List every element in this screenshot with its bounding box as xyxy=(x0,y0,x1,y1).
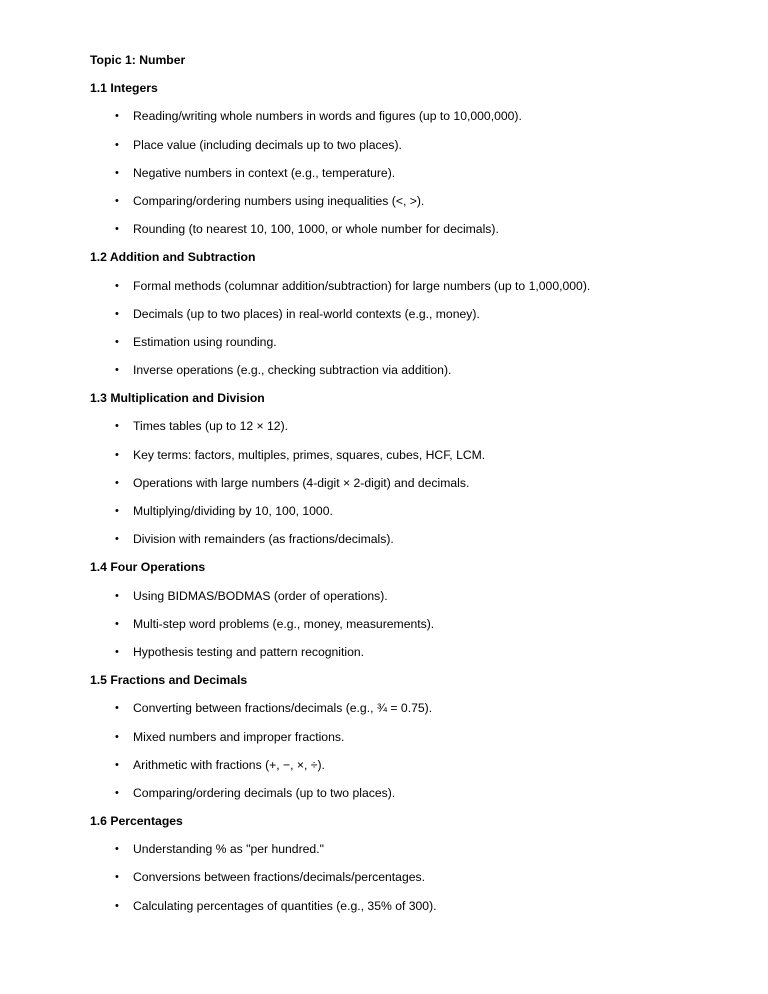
list-item xyxy=(90,469,730,497)
section-heading: 1.3 Multiplication and Division xyxy=(90,391,265,406)
sections xyxy=(90,74,730,920)
list-item-text: Place value (including decimals up to two places). xyxy=(133,137,402,152)
list-item xyxy=(90,412,730,440)
bullet-icon: • xyxy=(115,589,119,602)
document-page xyxy=(90,46,730,920)
bullet-icon: • xyxy=(115,476,119,489)
list-item-text: Estimation using rounding. xyxy=(133,334,277,349)
list-item-text: Multiplying/dividing by 10, 100, 1000. xyxy=(133,504,333,518)
section-heading: 1.6 Percentages xyxy=(90,814,183,829)
bullet-icon: • xyxy=(115,505,119,517)
list-item-text: Reading/writing whole numbers in words and figures (up to 10,000,000). xyxy=(133,109,522,124)
list-item xyxy=(90,356,730,384)
page-title: Topic 1: Number xyxy=(90,53,186,67)
list-item-text: Multi-step word problems (e.g., money, measurements). xyxy=(133,616,435,631)
list-item xyxy=(90,582,730,610)
list-item-text: Operations with large numbers (4-digit × 2-digit) and decimals. xyxy=(133,475,470,490)
list-item-text: Understanding % as "per hundred." xyxy=(133,842,324,857)
bullet-icon: • xyxy=(115,645,119,658)
bullet-icon: • xyxy=(115,786,119,799)
bullet-icon: • xyxy=(115,138,119,151)
bullet-icon: • xyxy=(115,420,119,433)
list-item xyxy=(90,300,730,328)
bullet-icon: • xyxy=(115,730,119,743)
list-item-text: Rounding (to nearest 10, 100, 1000, or whole number for decimals). xyxy=(133,222,499,237)
list-item xyxy=(90,525,730,553)
list-item-text: Decimals (up to two places) in real-world contexts (e.g., money). xyxy=(133,306,480,321)
list-item xyxy=(90,187,730,215)
list-item xyxy=(90,694,730,722)
list-item-text: Formal methods (columnar addition/subtraction) for large numbers (up to 1,000,000). xyxy=(133,278,591,293)
list-item-text: Key terms: factors, multiples, primes, squares, cubes, HCF, LCM. xyxy=(133,447,486,462)
list-item-text: Comparing/ordering numbers using inequalities (<, >). xyxy=(133,193,425,208)
list-item xyxy=(90,638,730,666)
list-item-text: Conversions between fractions/decimals/percentages. xyxy=(133,870,425,885)
section-heading: 1.1 Integers xyxy=(90,81,158,96)
list-item-text: Comparing/ordering decimals (up to two places). xyxy=(133,785,396,800)
list-item-text: Times tables (up to 12 × 12). xyxy=(133,419,289,434)
bullet-icon: • xyxy=(115,871,119,884)
bullet-icon: • xyxy=(115,899,119,912)
bullet-icon: • xyxy=(115,364,119,377)
bullet-icon: • xyxy=(115,843,119,856)
list-item xyxy=(90,892,730,920)
list-item-text: Mixed numbers and improper fractions. xyxy=(133,729,345,744)
list-item-text: Using BIDMAS/BODMAS (order of operations). xyxy=(133,588,388,603)
list-item xyxy=(90,723,730,751)
bullet-icon: • xyxy=(115,166,119,179)
list-item xyxy=(90,779,730,807)
list-item xyxy=(90,102,730,130)
bullet-icon: • xyxy=(115,533,119,546)
list-item xyxy=(90,441,730,469)
list-item xyxy=(90,751,730,779)
bullet-icon: • xyxy=(115,702,119,715)
list-item xyxy=(90,610,730,638)
list-item-text: Calculating percentages of quantities (e.g., 35% of 300). xyxy=(133,898,437,913)
bullet-icon: • xyxy=(115,223,119,236)
list-item xyxy=(90,159,730,187)
bullet-icon: • xyxy=(115,335,119,348)
section-heading: 1.5 Fractions and Decimals xyxy=(90,673,248,688)
bullet-icon: • xyxy=(115,194,119,207)
list-item-text: Converting between fractions/decimals (e.g., ¾ = 0.75). xyxy=(133,701,433,716)
list-item xyxy=(90,131,730,159)
bullet-icon: • xyxy=(115,307,119,320)
list-item-text: Inverse operations (e.g., checking subtraction via addition). xyxy=(133,363,452,378)
list-item xyxy=(90,328,730,356)
list-item xyxy=(90,863,730,891)
bullet-icon: • xyxy=(115,758,119,771)
list-item xyxy=(90,835,730,863)
list-item-text: Arithmetic with fractions (+, −, ×, ÷). xyxy=(133,757,325,772)
section-heading: 1.2 Addition and Subtraction xyxy=(90,250,256,265)
bullet-icon: • xyxy=(115,448,119,461)
list-item xyxy=(90,272,730,300)
list-item xyxy=(90,215,730,243)
section-heading: 1.4 Four Operations xyxy=(90,560,206,575)
list-item-text: Division with remainders (as fractions/decimals). xyxy=(133,532,394,547)
list-item-text: Hypothesis testing and pattern recognition. xyxy=(133,644,365,659)
bullet-icon: • xyxy=(115,279,119,292)
bullet-icon: • xyxy=(115,110,119,123)
list-item-text: Negative numbers in context (e.g., temperature). xyxy=(133,165,396,180)
bullet-icon: • xyxy=(115,617,119,630)
list-item xyxy=(90,497,730,525)
